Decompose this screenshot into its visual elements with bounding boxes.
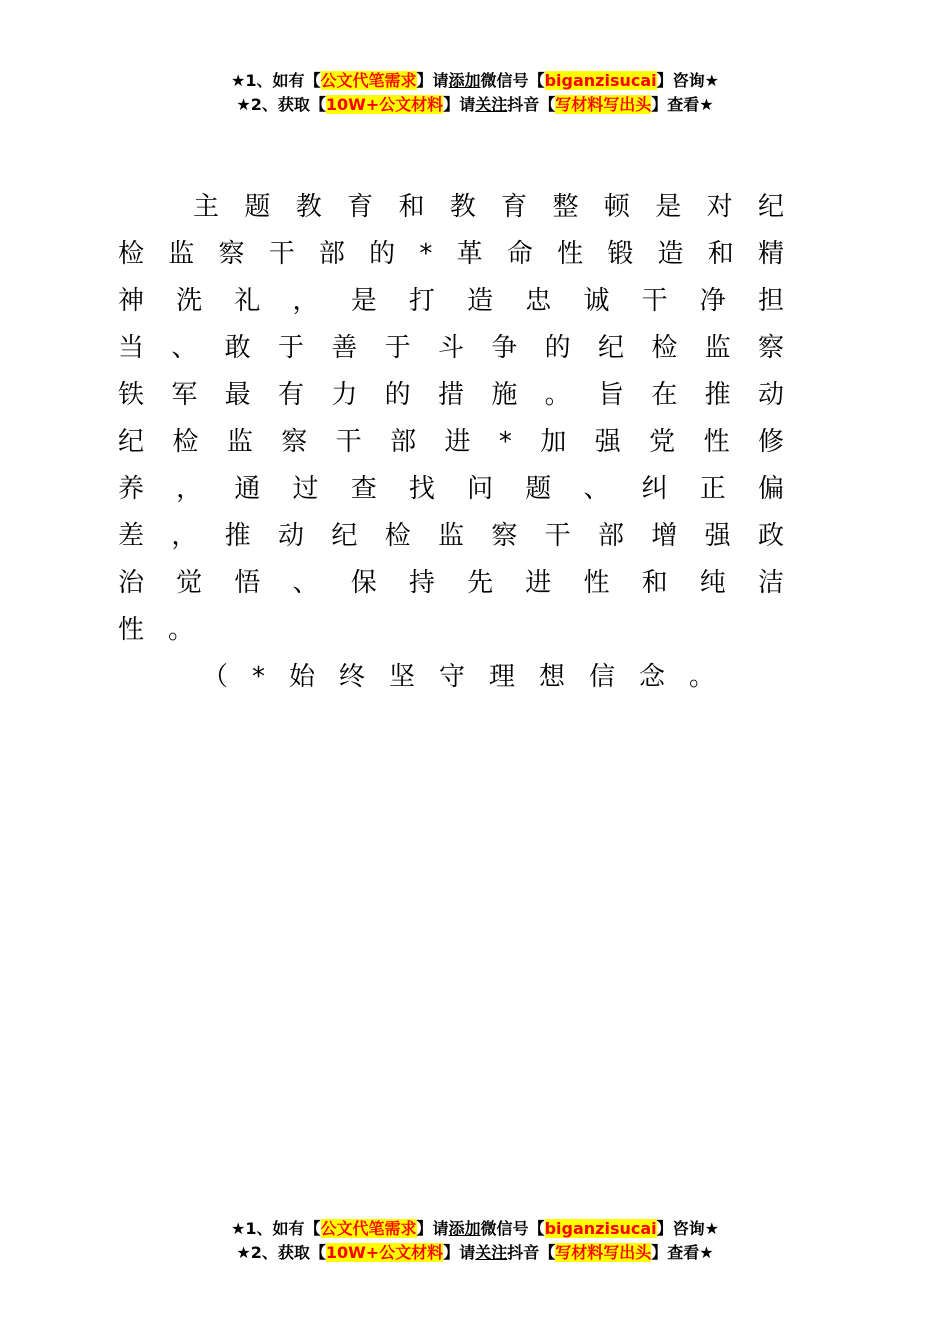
highlight-materials: 10W+公文材料 (325, 1243, 444, 1262)
underline-add: 添加 (448, 71, 481, 90)
underline-follow: 关注 (475, 1243, 508, 1262)
banner-text: 抖音【 (507, 1243, 556, 1262)
banner-text: 】请 (416, 1219, 449, 1238)
banner-text: 微信号【 (480, 1219, 545, 1238)
banner-text: ★1、如有【 (231, 1219, 321, 1238)
banner-line-1 (0, 69, 950, 93)
highlight-douyin: 写材料写出头 (555, 95, 652, 114)
highlight-douyin: 写材料写出头 (555, 1243, 652, 1262)
banner-text: ★2、获取【 (236, 95, 326, 114)
banner-text: 】查看★ (651, 95, 714, 114)
banner-line-2 (0, 1241, 950, 1265)
banner-text: ★1、如有【 (231, 71, 321, 90)
header-banner (0, 69, 950, 117)
paragraph-1: 主题教育和教育整顿是对纪检监察干部的*革命性锻造和精神洗礼，是打造忠诚干净担当、敢于善于斗争的纪检监察铁军最有力的措施。旨在推动纪检监察干部进*加强党性修养，通过查找问题、纠正偏差，推动纪检监察干部增强政治觉悟、保持先进性和纯洁性。 (118, 192, 808, 645)
banner-text: 】咨询★ (656, 71, 719, 90)
banner-text: 】请 (443, 1243, 476, 1262)
banner-text: 微信号【 (480, 71, 545, 90)
highlight-ghostwriting: 公文代笔需求 (320, 71, 417, 90)
banner-text: 】咨询★ (656, 1219, 719, 1238)
document-body (118, 184, 808, 701)
underline-follow: 关注 (475, 95, 508, 114)
highlight-materials: 10W+公文材料 (325, 95, 444, 114)
footer-banner (0, 1217, 950, 1265)
highlight-wechat-id: biganzisucai (544, 71, 657, 90)
underline-add: 添加 (448, 1219, 481, 1238)
paragraph-2: （*始终坚守理想信念。 (202, 662, 740, 692)
banner-text: 】请 (443, 95, 476, 114)
banner-text: 抖音【 (507, 95, 556, 114)
banner-line-1 (0, 1217, 950, 1241)
highlight-wechat-id: biganzisucai (544, 1219, 657, 1238)
banner-line-2 (0, 93, 950, 117)
highlight-ghostwriting: 公文代笔需求 (320, 1219, 417, 1238)
banner-text: ★2、获取【 (236, 1243, 326, 1262)
banner-text: 】查看★ (651, 1243, 714, 1262)
banner-text: 】请 (416, 71, 449, 90)
